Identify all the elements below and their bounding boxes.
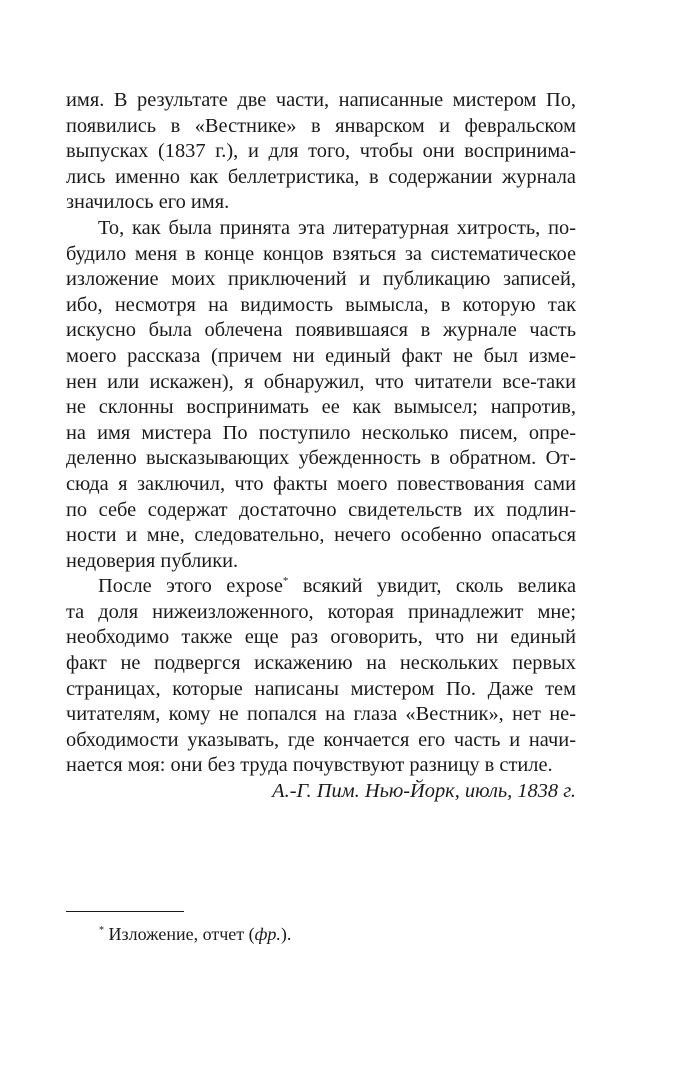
page-body <box>66 88 576 805</box>
text-line: та доля нижеизложенного, которая принадлежит мне; <box>66 600 576 623</box>
text-line: по себе содержат достаточно свидетельств их подлин- <box>66 498 576 521</box>
paragraph-2 <box>66 216 576 574</box>
text-line: ибо, несмотря на видимость вымысла, в которую так <box>66 293 576 316</box>
text-line: То, как была принята эта литературная хитрость, по- <box>98 216 576 239</box>
footnote-text-end: ). <box>280 924 292 944</box>
signature: А.-Г. Пим. Нью-Йорк, июль, 1838 г. <box>272 780 576 803</box>
footnote-divider <box>66 911 184 912</box>
text-line: имя. В результате две части, написанные мистером По, <box>66 89 576 111</box>
footnote <box>99 923 291 945</box>
text-line: деленно высказывающих убежденность в обратном. От- <box>66 447 576 470</box>
text-line: изложение моих приключений и публикацию записей, <box>66 268 576 291</box>
text-line: искусно была облечена появившаяся в журнале часть <box>66 319 576 342</box>
text-line: нен или искажен), я обнаружил, что читатели все-таки <box>66 370 576 393</box>
text-line: на имя мистера По поступило несколько писем, опре- <box>66 421 576 444</box>
text-fragment: После этого expose <box>98 575 283 598</box>
text-line: будило меня в конце концов взяться за систематическое <box>66 242 576 265</box>
paragraph-3 <box>66 574 576 779</box>
text-line: не склонны воспринимать ее как вымысел; напротив, <box>66 396 576 419</box>
text-line: факт не подвергся искажению на нескольких первых <box>66 652 576 675</box>
footnote-text: Изложение, отчет ( <box>104 924 255 944</box>
text-line: нается моя: они без труда почувствуют разницу в стиле. <box>66 754 553 777</box>
text-fragment: всякий увидит, сколь велика <box>288 575 576 598</box>
text-line: появились в «Вестнике» в январском и февральском <box>66 114 576 137</box>
text-line: ности и мне, следовательно, нечего особенно опасаться <box>66 524 576 547</box>
text-line: недоверия публики. <box>66 549 239 572</box>
text-line: необходимо также еще раз оговорить, что ни единый <box>66 626 576 649</box>
text-line: читателям, кому не попался на глаза «Вестник», нет не- <box>66 703 576 726</box>
text-line <box>66 574 576 600</box>
paragraph-1 <box>66 88 576 216</box>
text-line: моего рассказа (причем ни единый факт не был изме- <box>66 344 576 367</box>
footnote-mark: * <box>99 925 104 936</box>
text-line: значилось его имя. <box>66 191 230 214</box>
footnote-emphasis: фр. <box>254 924 281 944</box>
text-line: страницах, которые написаны мистером По. Даже тем <box>66 677 576 700</box>
text-line: сюда я заключил, что факты моего повествования сами <box>66 472 576 495</box>
footnote-reference-mark: * <box>282 575 289 588</box>
text-line: лись именно как беллетристика, в содержании журнала <box>66 165 576 188</box>
text-line: обходимости указывать, где кончается его часть и начи- <box>66 728 576 751</box>
text-line: выпусках (1837 г.), и для того, чтобы они воспринима- <box>66 140 576 163</box>
